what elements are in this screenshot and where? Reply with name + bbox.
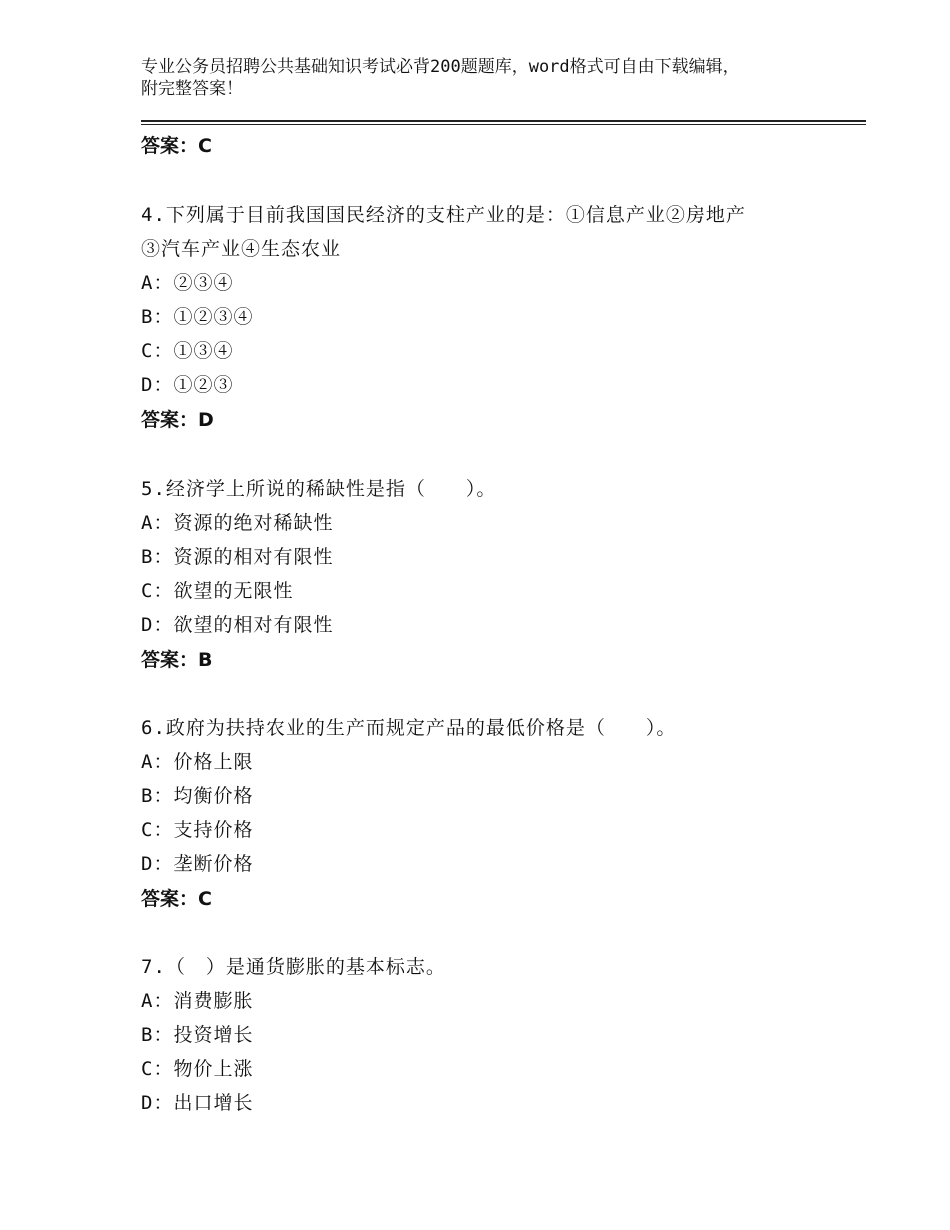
question-4-option-b: B：①②③④: [141, 306, 254, 328]
question-5-option-c: C：欲望的无限性: [141, 580, 294, 602]
header-rule-thin: [141, 124, 866, 125]
question-7-option-a: A：消费膨胀: [141, 990, 254, 1012]
question-6-option-b: B：均衡价格: [141, 785, 254, 807]
question-5-option-a: A：资源的绝对稀缺性: [141, 512, 334, 534]
question-7-option-c: C：物价上涨: [141, 1058, 254, 1080]
question-7-stem: 7.（ ）是通货膨胀的基本标志。: [141, 956, 446, 978]
question-6-option-a: A：价格上限: [141, 751, 254, 773]
header-rule-thick: [141, 120, 866, 122]
question-5-option-d: D：欲望的相对有限性: [141, 614, 334, 636]
question-4-option-a: A：②③④: [141, 272, 234, 294]
question-4-stem-line-1: 4.下列属于目前我国国民经济的支柱产业的是：①信息产业②房地产: [141, 204, 746, 226]
question-5-option-b: B：资源的相对有限性: [141, 546, 334, 568]
document-header: [141, 56, 841, 100]
question-4-option-d: D：①②③: [141, 374, 234, 396]
question-7-option-d: D：出口增长: [141, 1092, 254, 1114]
answer-q6: 答案：C: [141, 888, 212, 910]
question-6-option-d: D：垄断价格: [141, 853, 254, 875]
question-6-option-c: C：支持价格: [141, 819, 254, 841]
header-line-2: 附完整答案！: [141, 79, 243, 99]
answer-q3: 答案：C: [141, 135, 212, 157]
header-line-1: 专业公务员招聘公共基础知识考试必背200题题库，word格式可自由下载编辑，: [141, 57, 740, 77]
question-4-option-c: C：①③④: [141, 340, 234, 362]
answer-q4: 答案：D: [141, 409, 214, 431]
question-6-stem: 6.政府为扶持农业的生产而规定产品的最低价格是（ ）。: [141, 717, 677, 739]
question-4-stem-line-2: ③汽车产业④生态农业: [141, 238, 342, 260]
answer-q5: 答案：B: [141, 649, 213, 671]
question-5-stem: 5.经济学上所说的稀缺性是指（ ）。: [141, 478, 497, 500]
question-7-option-b: B：投资增长: [141, 1024, 254, 1046]
